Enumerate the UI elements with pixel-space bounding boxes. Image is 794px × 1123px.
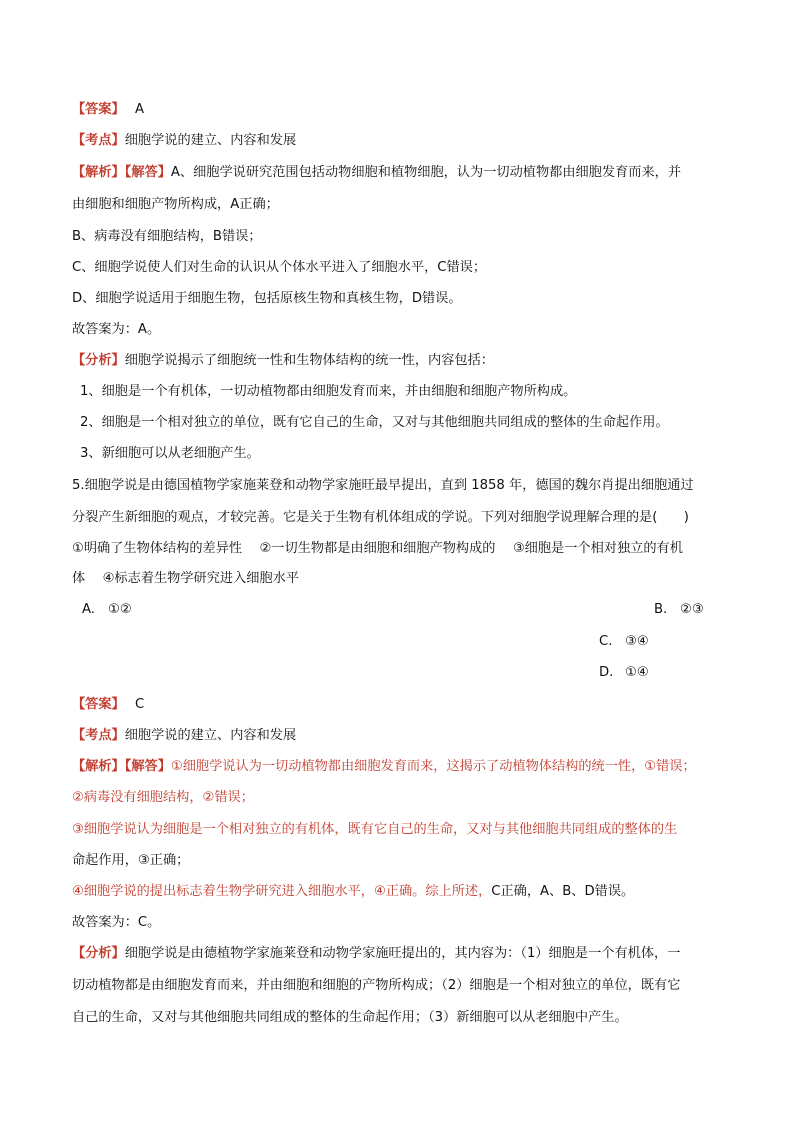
option-text: ①② xyxy=(108,602,132,617)
q5-stem-line-4: 体 ④标志着生物学研究进入细胞水平 xyxy=(72,571,300,586)
option-text: ③④ xyxy=(625,634,649,649)
fenxi-text: 细胞学说揭示了细胞统一性和生物体结构的统一性，内容包括： xyxy=(124,353,494,368)
q5-analysis-row-4: 命起作用，③正确； xyxy=(72,853,190,868)
answer-label: 【答案】 xyxy=(72,697,125,712)
fenxi-text: 细胞学说是由德植物学家施莱登和动物学家施旺提出的，其内容为：（1）细胞是一个有机体，一 xyxy=(124,946,681,961)
q5-analysis-row-1 xyxy=(72,757,696,777)
analysis-text-red: ④细胞学说的提出标志着生物学研究进入细胞水平，④正确。综上所述， xyxy=(72,884,492,899)
q5-analysis-row-3: ③细胞学说认为细胞是一个相对独立的有机体，既有它自己的生命，又对与其他细胞共同组成的整体的生 xyxy=(72,822,678,837)
option-letter: A. xyxy=(82,602,95,617)
q5-fenxi-row-1 xyxy=(72,944,680,964)
analysis-label: 【解析】【解答】 xyxy=(72,165,171,180)
q4-answer-row xyxy=(72,100,144,120)
option-c xyxy=(599,632,649,652)
q4-analysis-row-4: C、细胞学说使人们对生命的认识从个体水平进入了细胞水平，C错误； xyxy=(72,260,487,275)
q4-fenxi-point-3: 3、新细胞可以从老细胞产生。 xyxy=(80,446,260,461)
answer-value: A xyxy=(134,102,144,117)
point-label: 【考点】 xyxy=(72,133,125,148)
q4-conclusion: 故答案为：A。 xyxy=(72,322,161,337)
analysis-text: A、细胞学说研究范围包括动物细胞和植物细胞，认为一切动植物都由细胞发育而来，并 xyxy=(170,165,682,180)
option-letter: C. xyxy=(599,634,613,649)
option-text: ②③ xyxy=(680,602,704,617)
fenxi-label: 【分析】 xyxy=(72,946,125,961)
q4-analysis-row-3: B、病毒没有细胞结构，B错误； xyxy=(72,229,262,244)
analysis-label: 【解析】【解答】 xyxy=(72,759,171,774)
q5-answer-row xyxy=(72,695,144,715)
option-text: ①④ xyxy=(625,665,649,680)
point-text: 细胞学说的建立、内容和发展 xyxy=(124,133,297,148)
q5-stem-line-2: 分裂产生新细胞的观点，才较完善。它是关于生物有机体组成的学说。下列对细胞学说理解合理的是( ) xyxy=(72,510,689,525)
analysis-text-dark: C正确，A、B、D错误。 xyxy=(491,884,635,899)
q5-analysis-row-5 xyxy=(72,882,634,902)
q5-point-row xyxy=(72,726,296,746)
q4-analysis-row-2: 由细胞和细胞产物所构成，A正确； xyxy=(72,197,279,212)
option-letter: D. xyxy=(599,665,614,680)
q4-fenxi-point-2: 2、细胞是一个相对独立的单位，既有它自己的生命，又对与其他细胞共同组成的整体的生命起作用。 xyxy=(80,415,669,430)
q4-point-row xyxy=(72,131,296,151)
point-text: 细胞学说的建立、内容和发展 xyxy=(124,728,297,743)
option-d xyxy=(599,663,649,683)
answer-label: 【答案】 xyxy=(72,102,125,117)
analysis-text: ①细胞学说认为一切动植物都由细胞发育而来，这揭示了动植物体结构的统一性，①错误； xyxy=(170,759,696,774)
point-label: 【考点】 xyxy=(72,728,125,743)
q5-stem-line-1: 5.细胞学说是由德国植物学家施莱登和动物学家施旺最早提出，直到 1858 年，德国的魏尔肖提出细胞通过 xyxy=(72,478,694,493)
q5-conclusion: 故答案为：C。 xyxy=(72,915,161,930)
option-b xyxy=(654,600,704,620)
answer-value: C xyxy=(134,697,145,712)
option-a xyxy=(82,600,132,620)
option-letter: B. xyxy=(654,602,668,617)
q5-analysis-row-2: ②病毒没有细胞结构，②错误； xyxy=(72,790,254,805)
q5-fenxi-row-3: 自己的生命，又对与其他细胞共同组成的整体的生命起作用；（3）新细胞可以从老细胞中产生。 xyxy=(72,1010,628,1025)
q4-fenxi-point-1: 1、细胞是一个有机体，一切动植物都由细胞发育而来，并由细胞和细胞产物所构成。 xyxy=(80,384,577,399)
q5-stem-line-3: ①明确了生物体结构的差异性 ②一切生物都是由细胞和细胞产物构成的 ③细胞是一个相对独立的有机 xyxy=(72,541,683,556)
q5-fenxi-row-2: 切动植物都是由细胞发育而来，并由细胞和细胞的产物所构成；（2）细胞是一个相对独立的单位，既有它 xyxy=(72,978,681,993)
q4-fenxi-row xyxy=(72,351,494,371)
q4-analysis-row-1 xyxy=(72,163,681,183)
fenxi-label: 【分析】 xyxy=(72,353,125,368)
q4-analysis-row-5: D、细胞学说适用于细胞生物，包括原核生物和真核生物，D错误。 xyxy=(72,291,462,306)
